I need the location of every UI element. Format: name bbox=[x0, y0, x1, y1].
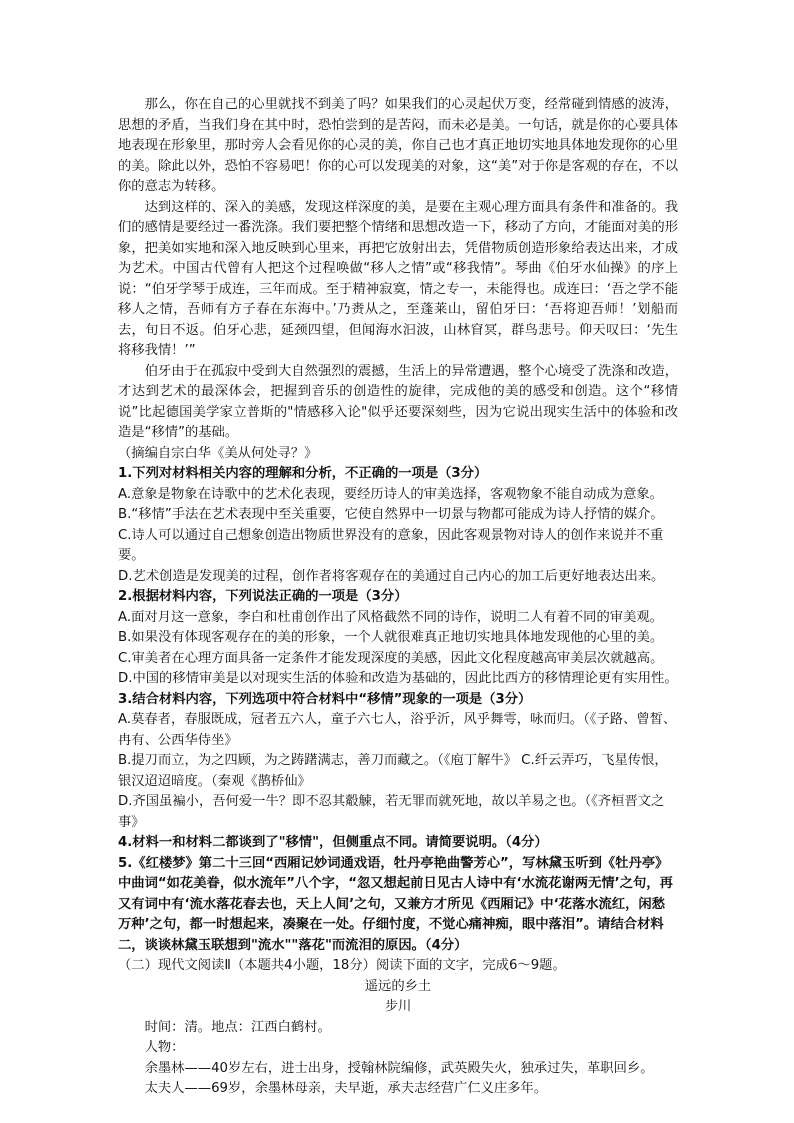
question-1-option-a: A.意象是物象在诗歌中的艺术化表现，要经历诗人的审美选择，客观物象不能自动成为意象。 bbox=[118, 486, 663, 502]
question-1-stem: 1.下列对材料相关内容的理解和分析，不正确的一项是（3分） bbox=[118, 466, 488, 481]
section-2-heading: （二）现代文阅读Ⅱ（本题共4小题，18分）阅读下面的文字，完成6～9题。 bbox=[118, 958, 566, 973]
question-3-option-b-c: B.提刀而立，为之四顾，为之踌躇满志，善刀而藏之。（《庖丁解牛》 C.纤云弄巧，飞星传恨，银汉迢迢暗度。（秦观《鹊桥仙》 bbox=[118, 753, 668, 789]
question-2-option-c: C.审美者在心理方面具备一定条件才能发现深度的美感，因此文化程度越高审美层次就越高。 bbox=[118, 650, 664, 666]
question-2-stem: 2.根据材料内容，下列说法正确的一项是（3分） bbox=[118, 589, 408, 604]
question-3-stem: 3.结合材料内容，下列选项中符合材料中“移情”现象的一项是（3分） bbox=[118, 691, 532, 707]
question-2-option-b: B.如果没有体现客观存在的美的形象，一个人就很难真正地切实地具体地发现他的心里的美。 bbox=[118, 630, 664, 645]
essay-source: （摘编自宗白华《美从何处寻？》 bbox=[118, 445, 318, 461]
question-1-option-d: D.艺术创造是发现美的过程，创作者将客观存在的美通过自己内心的加工后更好地表达出来。 bbox=[118, 568, 665, 584]
essay-paragraph-1: 那么，你在自己的心里就找不到美了吗？如果我们的心灵起伏万变，经常碰到情感的波涛，思想的矛盾，当我们身在其中时，恐怕尝到的是苦闷，而未必是美。一句话，就是你的心要具体地表现在形象里，那时旁人会看见你的心灵的美，你自己也才真正地切实地具体地发现你的心里的美。除此以外，恐怕不容易吧！你的心可以发现美的对象，这“美”对于你是客观的存在，不以你的意志为转移。 bbox=[118, 97, 678, 194]
play-setting: 时间：清。地点：江西白鹤村。 bbox=[144, 1019, 331, 1035]
play-author: 步川 bbox=[384, 999, 412, 1014]
essay-paragraph-2: 达到这样的、深入的美感，发现这样深度的美，是要在主观心理方面具有条件和准备的。我们的感情是要经过一番洗涤。我们要把整个情绪和思想改造一下，移动了方向，才能面对美的形象，把美如实地和深入地反映到心里来，再把它放射出去，凭借物质创造形象给表达出来，才成为艺术。中国古代曾有人把这个过程唤做“移人之情”或“移我情”。琴曲《伯牙水仙操》的序上说：“伯牙学琴于成连，三年而成。至于精神寂寞，情之专一，未能得也。成连曰：‘吾之学不能移人之情，吾师有方子春在东海中。’乃赉从之，至蓬莱山，留伯牙曰：‘吾将迎吾师！’划船而去，旬日不返。伯牙心悲，延颈四望，但闻海水汩波，山林窅冥，群鸟悲号。仰天叹曰：‘先生将移我情！’” bbox=[118, 199, 678, 358]
question-2-option-a: A.面对月这一意象，李白和杜甫创作出了风格截然不同的诗作，说明二人有着不同的审美观。 bbox=[118, 609, 663, 625]
play-person-1: 余墨林——40岁左右，进士出身，授翰林院编修，武英殿失火，独承过失，革职回乡。 bbox=[144, 1060, 654, 1076]
question-3-option-a: A.莫春者，春服既成，冠者五六人，童子六七人，浴乎沂，风乎舞雩，咏而归。（《子路、曾皙、冉有、公西华侍坐》 bbox=[118, 712, 677, 748]
play-person-2: 太夫人——69岁，余墨林母亲，夫早逝，承夫志经营广仁义庄多年。 bbox=[144, 1081, 548, 1096]
document-page bbox=[118, 95, 678, 1100]
essay-paragraph-3: 伯牙由于在孤寂中受到大自然强烈的震撼，生活上的异常遭遇，整个心境受了洗涤和改造，才达到艺术的最深体会，把握到音乐的创造性的旋律，完成他的美的感受和创造。这个“移情说”比起德国美学家立普斯的"情感移入论"似乎还要深刻些，因为它说出现实生活中的体验和改造是“移情”的基础。 bbox=[118, 363, 678, 440]
question-5-stem: 5.《红楼梦》第二十三回“西厢记妙词通戏语，牡丹亭艳曲警芳心”，写林黛玉听到《牡丹亭》中曲词“如花美眷，似水流年”八个字，“忽又想起前日见古人诗中有‘水流花谢两无情’之句，再又有词中有‘流水落花春去也，天上人间’之句，又兼方才所见《西厢记》中‘花落水流红，闲愁万种’之句，都一时想起来，凑聚在一处。仔细忖度，不觉心痛神痴，眼中落泪”。请结合材料二，谈谈林黛玉联想到"流水""落花"而流泪的原因。（4分） bbox=[118, 855, 673, 953]
play-people-label: 人物： bbox=[144, 1040, 185, 1055]
question-2-option-d: D.中国的移情审美是以对现实生活的体验和改造为基础的，因此比西方的移情理论更有实用性。 bbox=[118, 671, 678, 686]
question-1-option-b: B.“移情”手法在艺术表现中至关重要，它使自然界中一切景与物都可能成为诗人抒情的媒介。 bbox=[118, 507, 664, 522]
question-1-option-c: C.诗人可以通过自己想象创造出物质世界没有的意象，因此客观景物对诗人的创作来说并不重要。 bbox=[118, 527, 664, 563]
play-title: 遥远的乡土 bbox=[364, 978, 432, 994]
question-3-option-d: D.齐国虽褊小，吾何爱一牛？即不忍其觳觫，若无罪而就死地，故以羊易之也。（《齐桓晋文之事》 bbox=[118, 794, 665, 830]
question-4-stem: 4.材料一和材料二都谈到了"移情"，但侧重点不同。请简要说明。（4分） bbox=[118, 835, 548, 850]
